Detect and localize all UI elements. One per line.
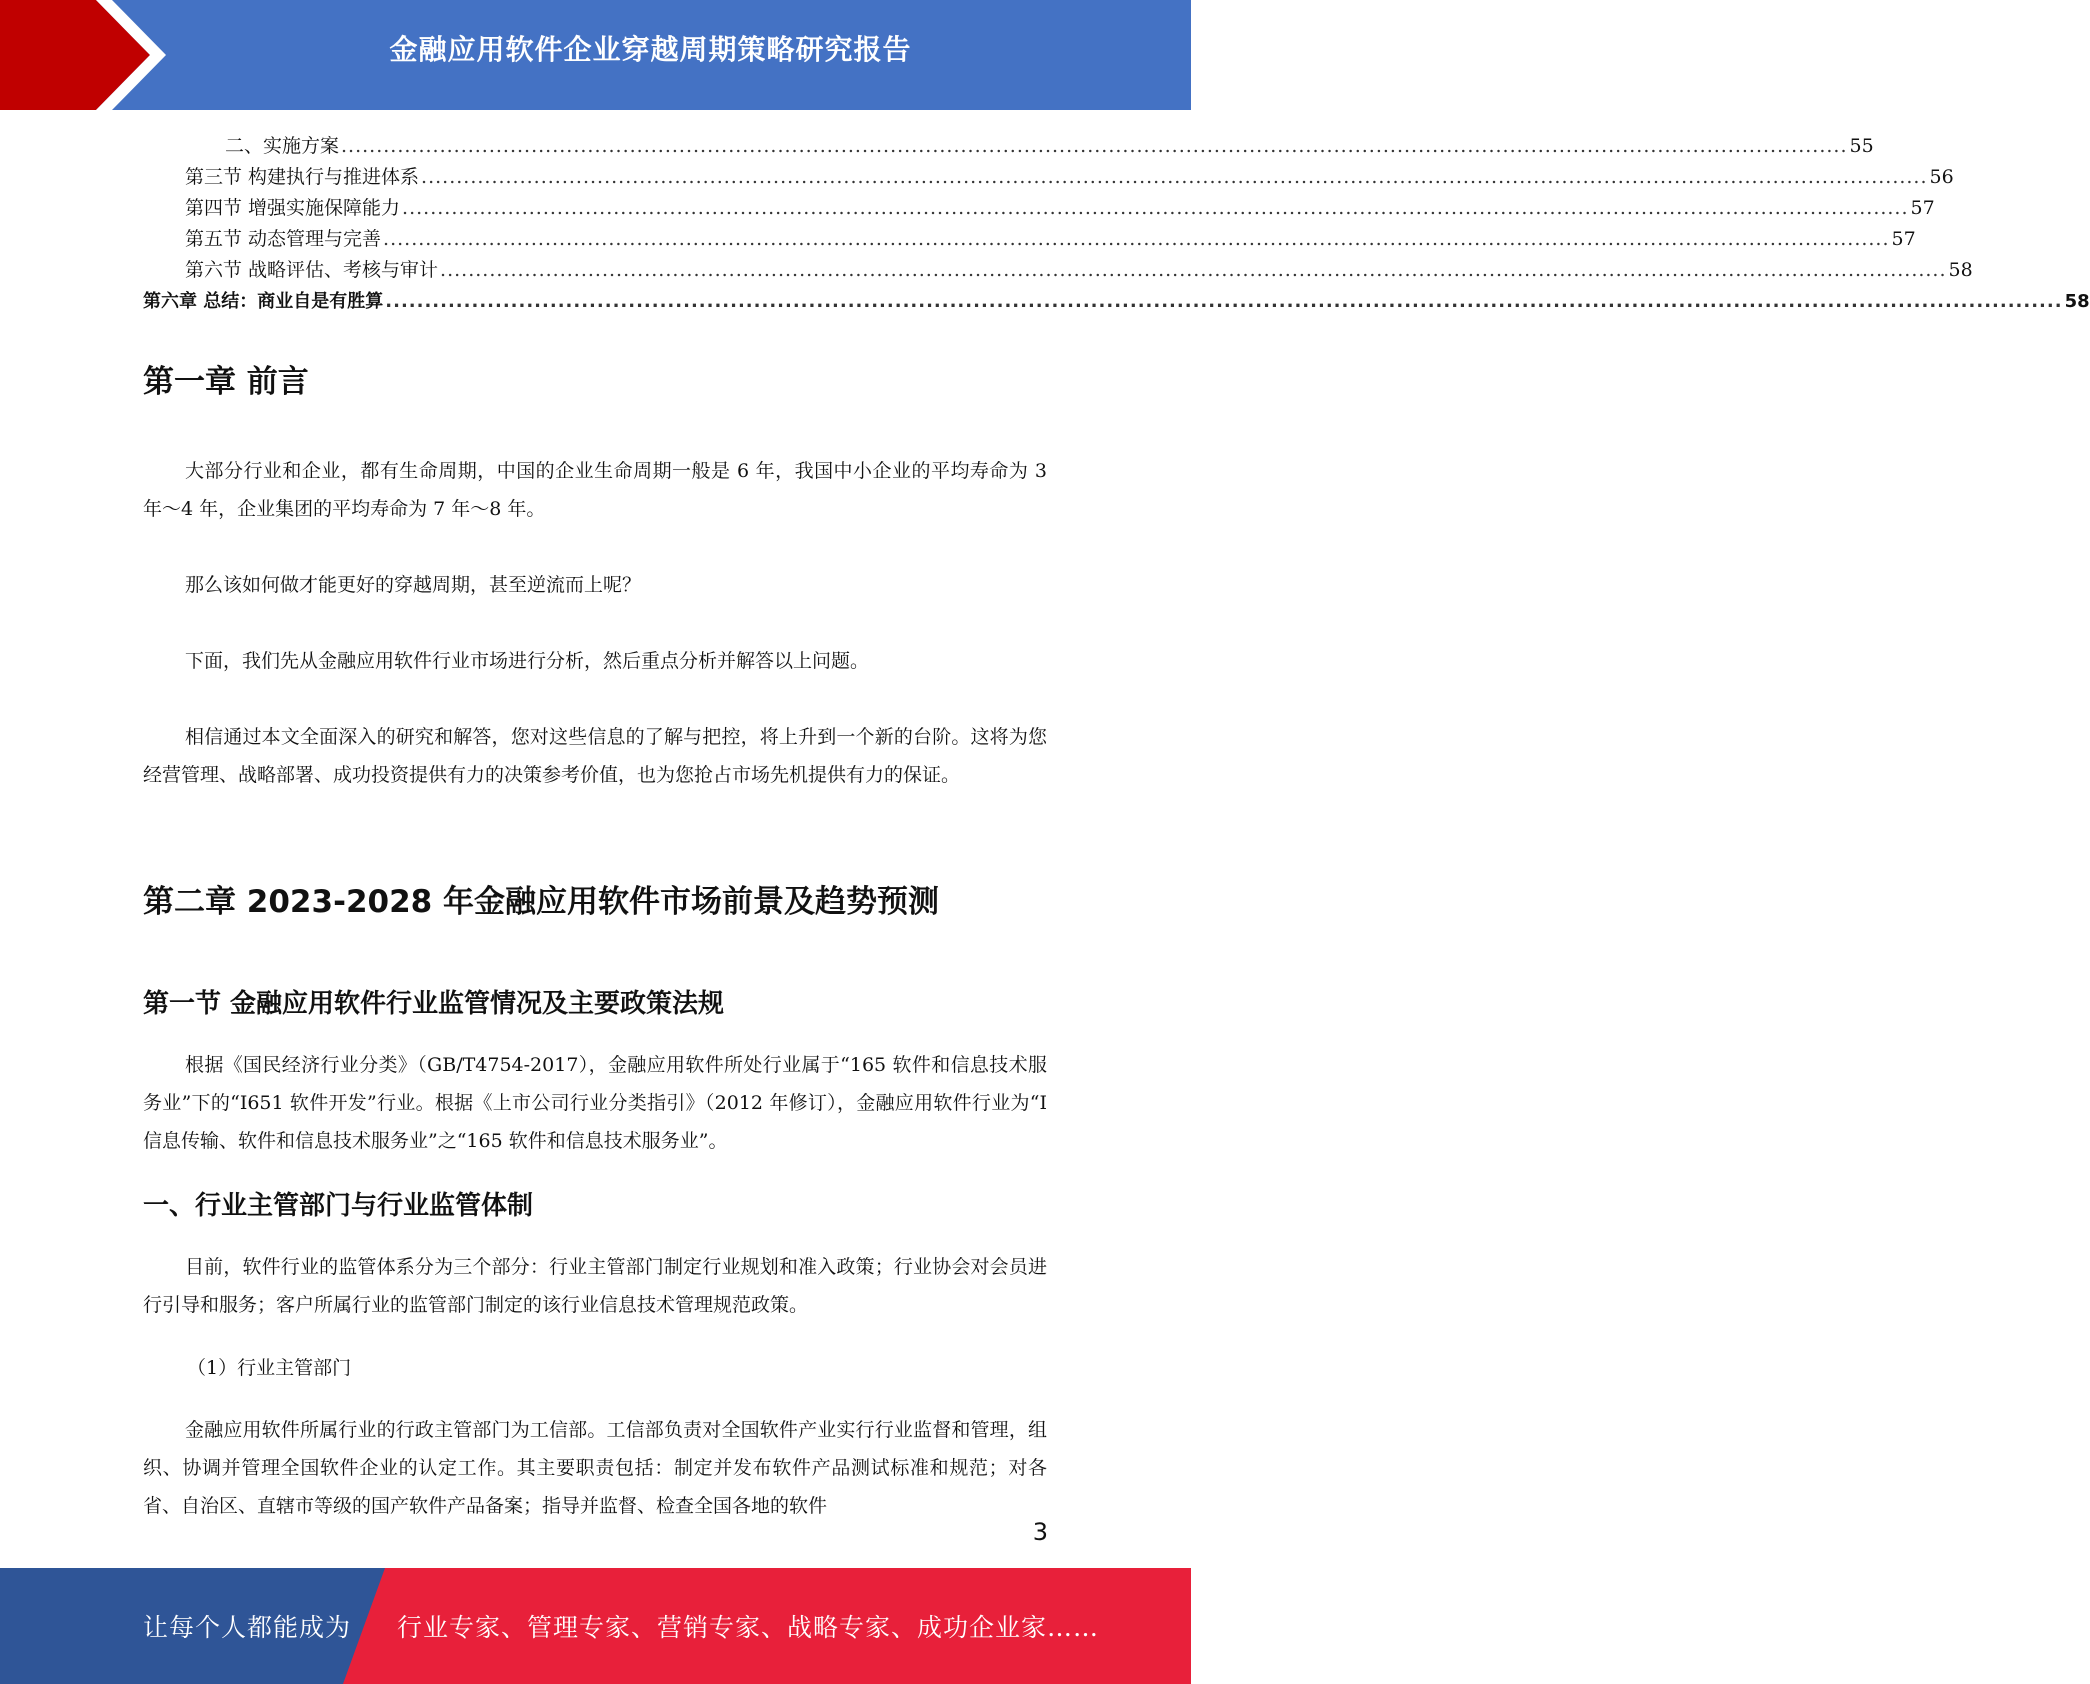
- toc-entry[interactable]: [143, 255, 1973, 286]
- toc-leader-dots: ......................................................................................................................................................................................................................: [402, 197, 1909, 219]
- section-heading: 第一节 金融应用软件行业监管情况及主要政策法规: [143, 989, 725, 1019]
- toc-entry-title: 第四节 增强实施保障能力: [185, 197, 401, 219]
- chapter-1-heading: 第一章 前言: [143, 364, 309, 400]
- toc-entry[interactable]: [143, 193, 1935, 224]
- toc-entry-title: 第六节 战略评估、考核与审计: [185, 259, 439, 281]
- toc-entry-title: 二、实施方案: [225, 135, 340, 157]
- chapter-1-paragraph: 相信通过本文全面深入的研究和解答，您对这些信息的了解与把控，将上升到一个新的台阶。这将为您经营管理、战略部署、成功投资提供有力的决策参考价值，也为您抢占市场先机提供有力的保证。: [143, 726, 1047, 786]
- toc-entry-page: 56: [1929, 166, 1954, 188]
- toc-entry[interactable]: [143, 224, 1916, 255]
- item-paragraph: 金融应用软件所属行业的行政主管部门为工信部。工信部负责对全国软件产业实行行业监督和管理，组织、协调并管理全国软件企业的认定工作。其主要职责包括：制定并发布软件产品测试标准和规范；对各省、自治区、直辖市等级的国产软件产品备案；指导并监督、检查全国各地的软件: [143, 1419, 1047, 1517]
- toc-leader-dots: ......................................................................................................................................................................................................................: [341, 135, 1848, 157]
- toc-entry[interactable]: [143, 286, 2090, 317]
- toc-entry-page: 55: [1849, 135, 1874, 157]
- toc-entry-page: 58: [2064, 291, 2090, 312]
- toc-leader-dots: ......................................................................................................................................................................................................................: [385, 291, 2063, 312]
- chapter-1-paragraph: 那么该如何做才能更好的穿越周期，甚至逆流而上呢？: [185, 574, 642, 596]
- footer-slogan-right: 行业专家、管理专家、营销专家、战略专家、成功企业家……: [397, 1613, 1100, 1642]
- subsection-heading: 一、行业主管部门与行业监管体制: [143, 1191, 534, 1221]
- page-footer: [0, 1568, 1191, 1684]
- toc-entry[interactable]: [143, 131, 1874, 162]
- chapter-2-heading: 第二章 2023-2028 年金融应用软件市场前景及趋势预测: [143, 884, 940, 920]
- chapter-1-paragraph: 下面，我们先从金融应用软件行业市场进行分析，然后重点分析并解答以上问题。: [185, 650, 870, 672]
- toc-leader-dots: ......................................................................................................................................................................................................................: [440, 259, 1947, 281]
- page-header: [0, 0, 1191, 110]
- subsection-paragraph: 目前，软件行业的监管体系分为三个部分：行业主管部门制定行业规划和准入政策；行业协会对会员进行引导和服务；客户所属行业的监管部门制定的该行业信息技术管理规范政策。: [143, 1256, 1047, 1316]
- table-of-contents: [143, 131, 2090, 317]
- chapter-1-paragraph: 大部分行业和企业，都有生命周期，中国的企业生命周期一般是 6 年，我国中小企业的平均寿命为 3 年～4 年，企业集团的平均寿命为 7 年～8 年。: [143, 460, 1047, 520]
- toc-leader-dots: ......................................................................................................................................................................................................................: [383, 228, 1890, 250]
- toc-entry-page: 57: [1910, 197, 1935, 219]
- toc-leader-dots: ......................................................................................................................................................................................................................: [421, 166, 1928, 188]
- page-number: 3: [1032, 1518, 1048, 1546]
- toc-entry-page: 58: [1948, 259, 1973, 281]
- toc-entry-page: 57: [1891, 228, 1916, 250]
- toc-entry-title: 第三节 构建执行与推进体系: [185, 166, 420, 188]
- toc-entry-title: 第六章 总结：商业自是有胜算: [143, 291, 384, 312]
- toc-entry[interactable]: [143, 162, 1954, 193]
- item-label: （1）行业主管部门: [187, 1357, 352, 1379]
- toc-entry-title: 第五节 动态管理与完善: [185, 228, 382, 250]
- footer-slogan-left: 让每个人都能成为: [143, 1613, 352, 1642]
- report-title: 金融应用软件企业穿越周期策略研究报告: [389, 33, 912, 66]
- section-paragraph: 根据《国民经济行业分类》（GB/T4754-2017），金融应用软件所处行业属于“165 软件和信息技术服务业”下的“I651 软件开发”行业。根据《上市公司行业分类指引》（2012 年修订），金融应用软件行业为“I 信息传输、软件和信息技术服务业”之“165 软件和信息技术服务业”。: [143, 1054, 1047, 1152]
